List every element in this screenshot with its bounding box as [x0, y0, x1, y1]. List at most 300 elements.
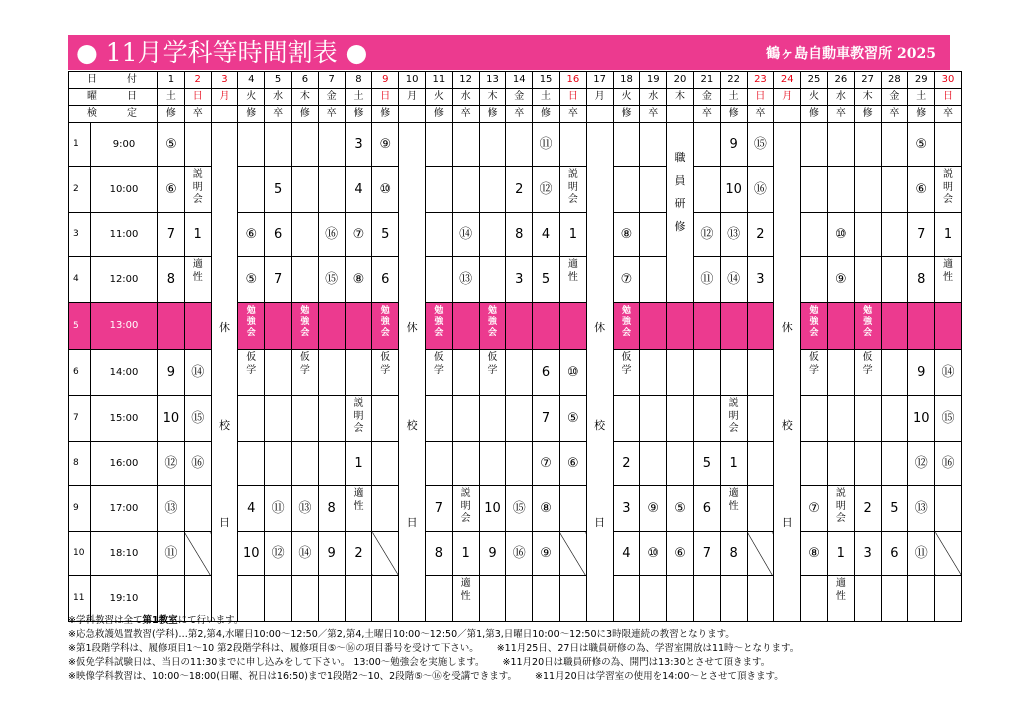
weekday-cell: 水 [265, 89, 292, 106]
class-cell [693, 123, 720, 167]
class-cell [827, 396, 854, 442]
exam-label: 検 定 [69, 106, 158, 123]
class-cell [693, 167, 720, 213]
class-cell [720, 350, 747, 396]
class-cell: ⑮ [506, 486, 533, 532]
note-text: ※11月20日は職員研修の為、開門は13:30とさせて頂きます。 [502, 657, 771, 668]
class-cell [479, 442, 506, 486]
class-cell [935, 167, 962, 213]
class-cell [452, 486, 479, 532]
class-cell [801, 442, 828, 486]
class-cell: 1 [345, 442, 372, 486]
closed-day-text: 校 [594, 419, 606, 432]
class-cell: 9 [479, 532, 506, 576]
date-cell: 9 [372, 72, 399, 89]
exam-cell: 修 [613, 106, 640, 123]
weekday-label: 曜 日 [69, 89, 158, 106]
date-cell: 23 [747, 72, 774, 89]
class-cell: ⑥ [908, 167, 935, 213]
class-cell [720, 396, 747, 442]
class-cell: ⑧ [345, 257, 372, 303]
class-cell [184, 123, 211, 167]
class-cell [801, 396, 828, 442]
class-cell [935, 257, 962, 303]
class-label: 仮学 [433, 352, 444, 376]
exam-cell: 卒 [506, 106, 533, 123]
class-cell [265, 350, 292, 396]
date-cell: 21 [693, 72, 720, 89]
period-time: 17:00 [91, 486, 158, 532]
date-row [69, 72, 962, 89]
exam-cell: 修 [533, 106, 560, 123]
class-cell [425, 123, 452, 167]
class-cell: 1 [452, 532, 479, 576]
closed-day-text: 日 [781, 516, 793, 529]
class-cell: ⑫ [908, 442, 935, 486]
class-cell: ⑤ [158, 123, 185, 167]
exam-cell: 卒 [881, 106, 908, 123]
study-session-label: 勉強会 [487, 306, 497, 338]
class-cell [935, 123, 962, 167]
class-cell [613, 167, 640, 213]
exam-cell: 卒 [747, 106, 774, 123]
date-cell: 10 [399, 72, 426, 89]
study-session-cell [559, 303, 586, 350]
weekday-cell: 火 [613, 89, 640, 106]
class-cell: ⑨ [533, 532, 560, 576]
period-number: 4 [69, 257, 91, 303]
no-class-cell [559, 532, 586, 576]
study-session-cell [693, 303, 720, 350]
period-row [69, 350, 962, 396]
class-cell: ⑦ [801, 486, 828, 532]
exam-cell: 修 [372, 106, 399, 123]
class-cell: 7 [908, 213, 935, 257]
class-cell: ⑫ [265, 532, 292, 576]
exam-cell: 卒 [184, 106, 211, 123]
class-cell [372, 350, 399, 396]
weekday-cell: 月 [774, 89, 801, 106]
date-cell: 30 [935, 72, 962, 89]
period-time: 16:00 [91, 442, 158, 486]
class-cell: 8 [425, 532, 452, 576]
period-time: 10:00 [91, 167, 158, 213]
class-cell [425, 442, 452, 486]
weekday-cell: 水 [827, 89, 854, 106]
class-cell: ⑥ [158, 167, 185, 213]
class-cell: ⑮ [747, 123, 774, 167]
weekday-cell: 金 [318, 89, 345, 106]
class-cell: 3 [747, 257, 774, 303]
study-session-cell [238, 303, 265, 350]
class-cell [640, 350, 667, 396]
study-session-cell [533, 303, 560, 350]
date-cell: 26 [827, 72, 854, 89]
weekday-cell: 火 [801, 89, 828, 106]
period-row [69, 396, 962, 442]
class-cell [881, 442, 908, 486]
class-cell: ⑤ [667, 486, 694, 532]
class-cell: ⑬ [452, 257, 479, 303]
class-cell [827, 442, 854, 486]
date-label: 日 付 [69, 72, 158, 89]
exam-cell: 修 [720, 106, 747, 123]
class-cell: ⑬ [908, 486, 935, 532]
study-session-cell [184, 303, 211, 350]
period-number: 3 [69, 213, 91, 257]
class-cell: ⑧ [801, 532, 828, 576]
date-cell: 27 [854, 72, 881, 89]
class-label: 仮学 [380, 352, 391, 376]
no-class-cell [935, 532, 962, 576]
class-cell [559, 257, 586, 303]
note-line [68, 642, 968, 656]
class-cell: ⑯ [747, 167, 774, 213]
study-session-cell [158, 303, 185, 350]
class-cell [452, 123, 479, 167]
class-cell [479, 123, 506, 167]
study-session-cell [667, 303, 694, 350]
weekday-cell: 木 [667, 89, 694, 106]
period-row [69, 442, 962, 486]
class-cell [881, 350, 908, 396]
timetable [68, 71, 962, 622]
class-cell: 6 [372, 257, 399, 303]
class-label: 仮学 [809, 352, 820, 376]
class-cell [506, 442, 533, 486]
exam-cell: 卒 [640, 106, 667, 123]
class-cell: 6 [693, 486, 720, 532]
date-cell: 1 [158, 72, 185, 89]
class-cell [238, 167, 265, 213]
date-cell: 8 [345, 72, 372, 89]
class-cell: ⑮ [184, 396, 211, 442]
study-session-cell [291, 303, 318, 350]
class-cell [479, 213, 506, 257]
exam-cell [667, 106, 694, 123]
class-label: 説明会 [353, 398, 364, 434]
weekday-cell: 月 [399, 89, 426, 106]
weekday-cell: 金 [881, 89, 908, 106]
closed-day-cell [774, 123, 801, 622]
class-label: 説明会 [835, 488, 846, 524]
weekday-row [69, 89, 962, 106]
closed-day-text: 休 [406, 321, 418, 334]
class-cell: ⑫ [158, 442, 185, 486]
class-cell: 10 [479, 486, 506, 532]
class-cell: 5 [372, 213, 399, 257]
closed-day-text: 校 [781, 419, 793, 432]
class-cell: ⑬ [291, 486, 318, 532]
class-cell: 6 [533, 350, 560, 396]
date-cell: 14 [506, 72, 533, 89]
class-cell [613, 123, 640, 167]
class-cell [238, 442, 265, 486]
study-session-label: 勉強会 [809, 306, 819, 338]
study-session-cell [801, 303, 828, 350]
class-cell [425, 350, 452, 396]
study-session-cell [720, 303, 747, 350]
class-cell: 5 [881, 486, 908, 532]
closed-day-cell [211, 123, 238, 622]
study-session-label: 勉強会 [380, 306, 390, 338]
class-cell [667, 442, 694, 486]
page-title: ● 11月学科等時間割表 ● [76, 38, 368, 67]
study-session-cell [425, 303, 452, 350]
class-cell [372, 486, 399, 532]
class-cell: 1 [559, 213, 586, 257]
class-cell: 4 [533, 213, 560, 257]
class-cell: ⑭ [720, 257, 747, 303]
class-cell [479, 167, 506, 213]
class-cell [452, 442, 479, 486]
class-cell: 1 [827, 532, 854, 576]
weekday-cell: 土 [345, 89, 372, 106]
class-cell [318, 123, 345, 167]
class-cell [613, 350, 640, 396]
date-cell: 22 [720, 72, 747, 89]
study-session-label: 勉強会 [246, 306, 256, 338]
class-cell [184, 257, 211, 303]
class-cell: ⑨ [827, 257, 854, 303]
class-cell: 3 [506, 257, 533, 303]
period-time: 12:00 [91, 257, 158, 303]
study-session-cell [318, 303, 345, 350]
class-cell [425, 213, 452, 257]
class-cell [801, 350, 828, 396]
class-cell [506, 123, 533, 167]
class-cell: ⑫ [533, 167, 560, 213]
weekday-cell: 金 [693, 89, 720, 106]
title-banner [68, 35, 950, 70]
class-cell: ⑬ [720, 213, 747, 257]
class-cell: 6 [881, 532, 908, 576]
study-session-cell [265, 303, 292, 350]
date-cell: 20 [667, 72, 694, 89]
class-cell: 7 [533, 396, 560, 442]
class-cell: 5 [533, 257, 560, 303]
class-cell [372, 442, 399, 486]
study-session-label: 勉強会 [434, 306, 444, 338]
class-cell [881, 213, 908, 257]
exam-cell: 卒 [935, 106, 962, 123]
class-cell [559, 167, 586, 213]
class-cell: ⑩ [559, 350, 586, 396]
period-number: 9 [69, 486, 91, 532]
class-cell: ⑪ [908, 532, 935, 576]
class-label: 適性 [567, 259, 578, 283]
class-cell: ⑥ [238, 213, 265, 257]
class-cell: ⑮ [318, 257, 345, 303]
study-session-cell [479, 303, 506, 350]
class-cell [640, 257, 667, 303]
class-cell: ⑫ [693, 213, 720, 257]
class-cell: 7 [158, 213, 185, 257]
study-session-cell [935, 303, 962, 350]
class-cell [801, 213, 828, 257]
class-cell [854, 396, 881, 442]
class-cell [854, 213, 881, 257]
study-session-cell [908, 303, 935, 350]
period-row [69, 303, 962, 350]
study-session-cell [613, 303, 640, 350]
study-session-cell [372, 303, 399, 350]
class-cell: ⑨ [640, 486, 667, 532]
school-name: 鶴ヶ島自動車教習所 2025 [766, 46, 936, 62]
weekday-cell: 火 [238, 89, 265, 106]
note-text: ※映像学科教習は、10:00～18:00(日曜、祝日は16:50)まで1段階2～10、2段階⑤～⑯を受講できます。 [68, 671, 517, 682]
class-cell [693, 396, 720, 442]
weekday-cell: 火 [425, 89, 452, 106]
exam-cell: 卒 [265, 106, 292, 123]
date-cell: 3 [211, 72, 238, 89]
exam-cell: 修 [854, 106, 881, 123]
exam-cell: 修 [238, 106, 265, 123]
exam-cell: 修 [291, 106, 318, 123]
class-cell: ⑯ [184, 442, 211, 486]
note-text: にて行います。 [177, 615, 244, 626]
class-cell [238, 350, 265, 396]
exam-cell: 修 [345, 106, 372, 123]
date-cell: 19 [640, 72, 667, 89]
class-cell [345, 350, 372, 396]
exam-cell [774, 106, 801, 123]
class-cell [479, 257, 506, 303]
class-cell: 8 [318, 486, 345, 532]
class-cell: 3 [854, 532, 881, 576]
class-cell [318, 167, 345, 213]
weekday-cell: 木 [291, 89, 318, 106]
study-session-cell [827, 303, 854, 350]
class-cell [425, 257, 452, 303]
class-cell [881, 396, 908, 442]
weekday-cell: 土 [908, 89, 935, 106]
class-cell: 3 [613, 486, 640, 532]
weekday-cell: 金 [506, 89, 533, 106]
study-session-cell [854, 303, 881, 350]
class-cell: 2 [854, 486, 881, 532]
note-text: ※11月25日、27日は職員研修の為、学習室開放は11時～となります。 [496, 643, 800, 654]
period-time: 14:00 [91, 350, 158, 396]
class-cell [372, 396, 399, 442]
class-cell: ⑭ [935, 350, 962, 396]
weekday-cell: 土 [533, 89, 560, 106]
class-cell: 10 [908, 396, 935, 442]
class-label: 適性 [943, 259, 953, 283]
period-time: 11:00 [91, 213, 158, 257]
class-cell [881, 123, 908, 167]
class-cell: ⑩ [372, 167, 399, 213]
exam-cell [211, 106, 238, 123]
class-cell [640, 213, 667, 257]
class-cell [827, 123, 854, 167]
class-cell [425, 167, 452, 213]
date-cell: 4 [238, 72, 265, 89]
study-session-cell [881, 303, 908, 350]
class-cell [640, 123, 667, 167]
class-cell: 6 [265, 213, 292, 257]
class-label: 仮学 [246, 352, 257, 376]
period-row [69, 167, 962, 213]
class-label: 適性 [835, 578, 846, 602]
class-cell: 2 [747, 213, 774, 257]
no-class-cell [184, 532, 211, 576]
note-text: ※第1段階学科は、履修項目1～10 第2段階学科は、履修項目⑤～⑯の項目番号を受けて下さい。 [68, 643, 479, 654]
class-cell [854, 350, 881, 396]
period-time: 19:10 [91, 576, 158, 622]
class-cell [801, 123, 828, 167]
class-cell [291, 396, 318, 442]
closed-day-text: 休 [781, 321, 793, 334]
weekday-cell: 月 [211, 89, 238, 106]
weekday-cell: 日 [559, 89, 586, 106]
class-cell: 7 [265, 257, 292, 303]
date-cell: 12 [452, 72, 479, 89]
period-number: 5 [69, 303, 91, 350]
date-cell: 5 [265, 72, 292, 89]
closed-day-text: 休 [218, 321, 230, 334]
date-cell: 29 [908, 72, 935, 89]
class-cell: ⑧ [533, 486, 560, 532]
staff-training-text: 職員研修 [674, 151, 686, 233]
class-cell: ⑦ [345, 213, 372, 257]
class-cell [265, 123, 292, 167]
exam-cell: 修 [479, 106, 506, 123]
class-cell [291, 350, 318, 396]
exam-row [69, 106, 962, 123]
class-cell: 8 [506, 213, 533, 257]
date-cell: 15 [533, 72, 560, 89]
weekday-cell: 日 [184, 89, 211, 106]
class-cell [854, 167, 881, 213]
period-row [69, 257, 962, 303]
class-cell [318, 396, 345, 442]
class-label: 適性 [460, 578, 471, 602]
notes [68, 614, 968, 684]
class-cell: 1 [184, 213, 211, 257]
no-class-cell [372, 532, 399, 576]
class-cell [238, 396, 265, 442]
weekday-cell: 木 [854, 89, 881, 106]
class-cell [854, 123, 881, 167]
class-cell: 4 [238, 486, 265, 532]
class-cell [184, 486, 211, 532]
class-label: 説明会 [728, 398, 739, 434]
class-cell: 9 [158, 350, 185, 396]
note-line [68, 628, 968, 642]
class-cell: 9 [908, 350, 935, 396]
class-cell [265, 396, 292, 442]
closed-day-text: 日 [594, 516, 606, 529]
date-cell: 7 [318, 72, 345, 89]
note-line [68, 614, 968, 628]
class-cell: ⑪ [533, 123, 560, 167]
class-cell [506, 396, 533, 442]
class-cell: 5 [693, 442, 720, 486]
class-cell [881, 167, 908, 213]
class-cell: 1 [935, 213, 962, 257]
class-cell: ⑯ [506, 532, 533, 576]
study-session-label: 勉強会 [863, 306, 873, 338]
class-cell [506, 350, 533, 396]
class-cell [559, 486, 586, 532]
weekday-cell: 水 [640, 89, 667, 106]
exam-cell: 卒 [559, 106, 586, 123]
class-label: 仮学 [487, 352, 498, 376]
period-time: 9:00 [91, 123, 158, 167]
class-cell [640, 167, 667, 213]
closed-day-cell [586, 123, 613, 622]
